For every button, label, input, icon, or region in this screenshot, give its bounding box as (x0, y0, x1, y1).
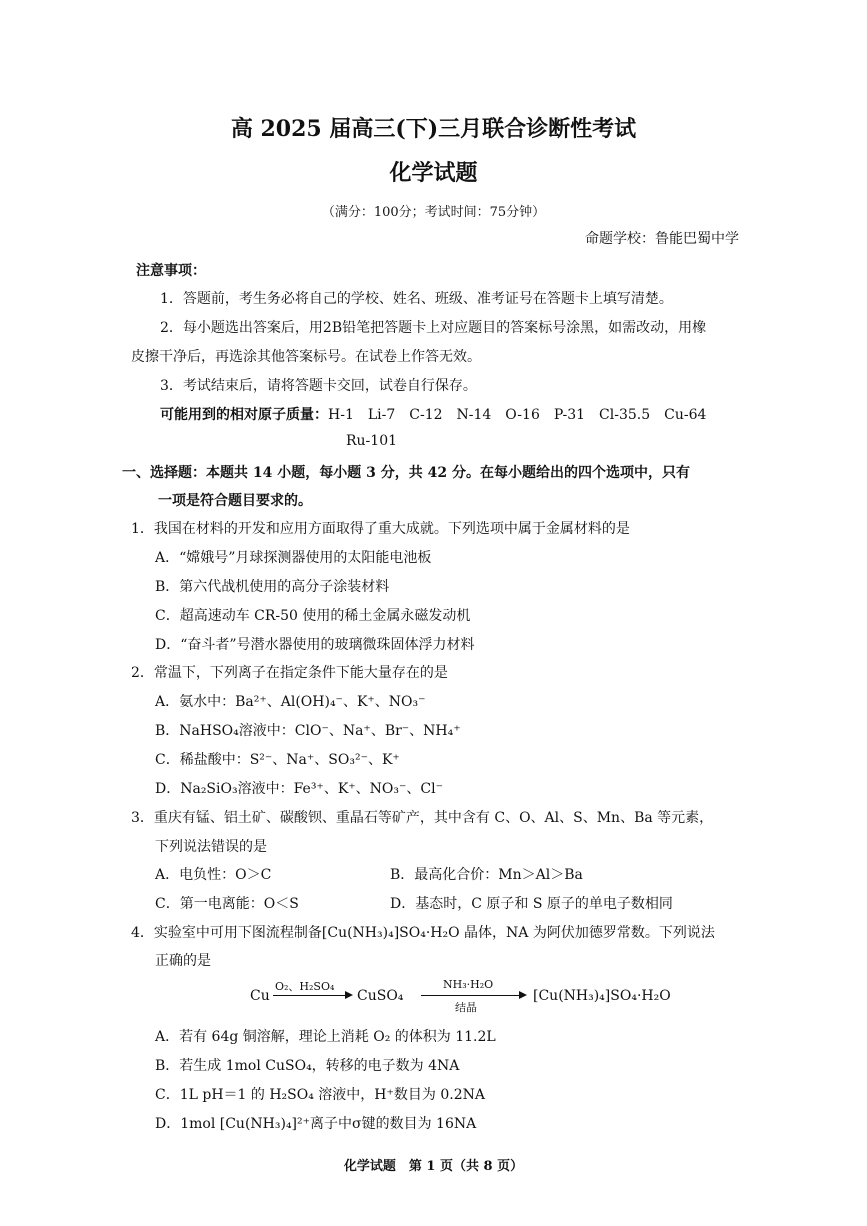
notice-item-2-cont: 皮擦干净后，再选涂其他答案标号。在试卷上作答无效。 (131, 349, 481, 365)
q1-option-d: D．“奋斗者”号潜水器使用的玻璃微珠固体浮力材料 (155, 637, 475, 653)
q3-stem: 3．重庆有锰、铝土矿、碳酸钡、重晶石等矿产，其中含有 C、O、Al、S、Mn、Ba 等元素， (131, 810, 714, 826)
q3-option-b: B．最高化合价：Mn＞Al＞Ba (390, 867, 583, 883)
scheme-arrow-1 (273, 995, 347, 996)
exam-info: （满分：100分；考试时间：75分钟） (321, 205, 546, 220)
scheme-product: [Cu(NH₃)₄]SO₄·H₂O (533, 988, 671, 1004)
q3-option-d: D．基态时，C 原子和 S 原子的单电子数相同 (390, 896, 673, 912)
notice-item-2: 2．每小题选出答案后，用2B铅笔把答题卡上对应题目的答案标号涂黑，如需改动，用橡 (160, 320, 707, 336)
reaction-scheme (245, 978, 671, 1018)
q1-option-a: A．“嫦娥号”月球探测器使用的太阳能电池板 (155, 550, 432, 566)
q1-option-c: C．超高速动车 CR-50 使用的稀土金属永磁发动机 (155, 608, 471, 624)
q3-option-a: A．电负性：O＞C (155, 867, 272, 883)
scheme-arrow-1-head (345, 991, 353, 999)
scheme-cu: Cu (250, 988, 270, 1004)
section-heading: 一、选择题：本题共 14 小题，每小题 3 分，共 42 分。在每小题给出的四个选项中，只有 (122, 465, 690, 481)
q2-option-b: B．NaHSO₄溶液中：ClO⁻、Na⁺、Br⁻、NH₄⁺ (155, 723, 461, 739)
q1-stem: 1．我国在材料的开发和应用方面取得了重大成就。下列选项中属于金属材料的是 (131, 521, 630, 537)
q2-stem: 2．常温下，下列离子在指定条件下能大量存在的是 (131, 665, 448, 681)
scheme-arrow-2-head (519, 991, 527, 999)
exam-title: 高 2025 届高三(下)三月联合诊断性考试 (230, 116, 637, 142)
school-line: 命题学校：鲁能巴蜀中学 (585, 231, 739, 247)
section-heading-cont: 一项是符合题目要求的。 (158, 493, 312, 509)
scheme-reagent-2: NH₃·H₂O (443, 978, 494, 991)
scheme-arrow-2 (421, 995, 521, 996)
atomic-mass-values: H-1 Li-7 C-12 N-14 O-16 P-31 Cl-35.5 Cu-64 (328, 407, 707, 423)
q2-option-c: C．稀盐酸中：S²⁻、Na⁺、SO₃²⁻、K⁺ (155, 752, 400, 768)
subject-title: 化学试题 (389, 160, 478, 186)
q1-option-b: B．第六代战机使用的高分子涂装材料 (155, 579, 390, 595)
q2-option-a: A．氨水中：Ba²⁺、Al(OH)₄⁻、K⁺、NO₃⁻ (155, 694, 426, 710)
q4-option-a: A．若有 64g 铜溶解，理论上消耗 O₂ 的体积为 11.2L (155, 1029, 496, 1045)
q4-stem-cont: 正确的是 (155, 953, 211, 969)
atomic-mass-label: 可能用到的相对原子质量： (160, 407, 328, 423)
scheme-cuso4: CuSO₄ (357, 988, 404, 1004)
q4-stem: 4．实验室中可用下图流程制备[Cu(NH₃)₄]SO₄·H₂O 晶体，NA 为阿伏加德罗常数。下列说法 (131, 925, 715, 941)
notice-item-1: 1．答题前，考生务必将自己的学校、姓名、班级、准考证号在答题卡上填写清楚。 (160, 291, 673, 307)
scheme-condition-2: 结晶 (455, 1001, 477, 1014)
q4-option-c: C．1L pH＝1 的 H₂SO₄ 溶液中，H⁺数目为 0.2NA (155, 1087, 485, 1103)
atomic-mass-values-2: Ru-101 (346, 433, 398, 449)
q3-stem-cont: 下列说法错误的是 (155, 839, 267, 855)
scheme-reagent-1: O₂、H₂SO₄ (275, 980, 335, 993)
q2-option-d: D．Na₂SiO₃溶液中：Fe³⁺、K⁺、NO₃⁻、Cl⁻ (155, 781, 443, 797)
q3-option-c: C．第一电离能：O＜S (155, 896, 299, 912)
q4-option-d: D．1mol [Cu(NH₃)₄]²⁺离子中σ键的数目为 16NA (155, 1116, 477, 1132)
atomic-mass-line (160, 404, 706, 424)
notice-item-3: 3．考试结束后，请将答题卡交回，试卷自行保存。 (160, 378, 477, 394)
notice-heading: 注意事项： (136, 263, 206, 279)
q4-option-b: B．若生成 1mol CuSO₄，转移的电子数为 4NA (155, 1058, 460, 1074)
page-footer: 化学试题 第 1 页（共 8 页） (343, 1159, 524, 1174)
